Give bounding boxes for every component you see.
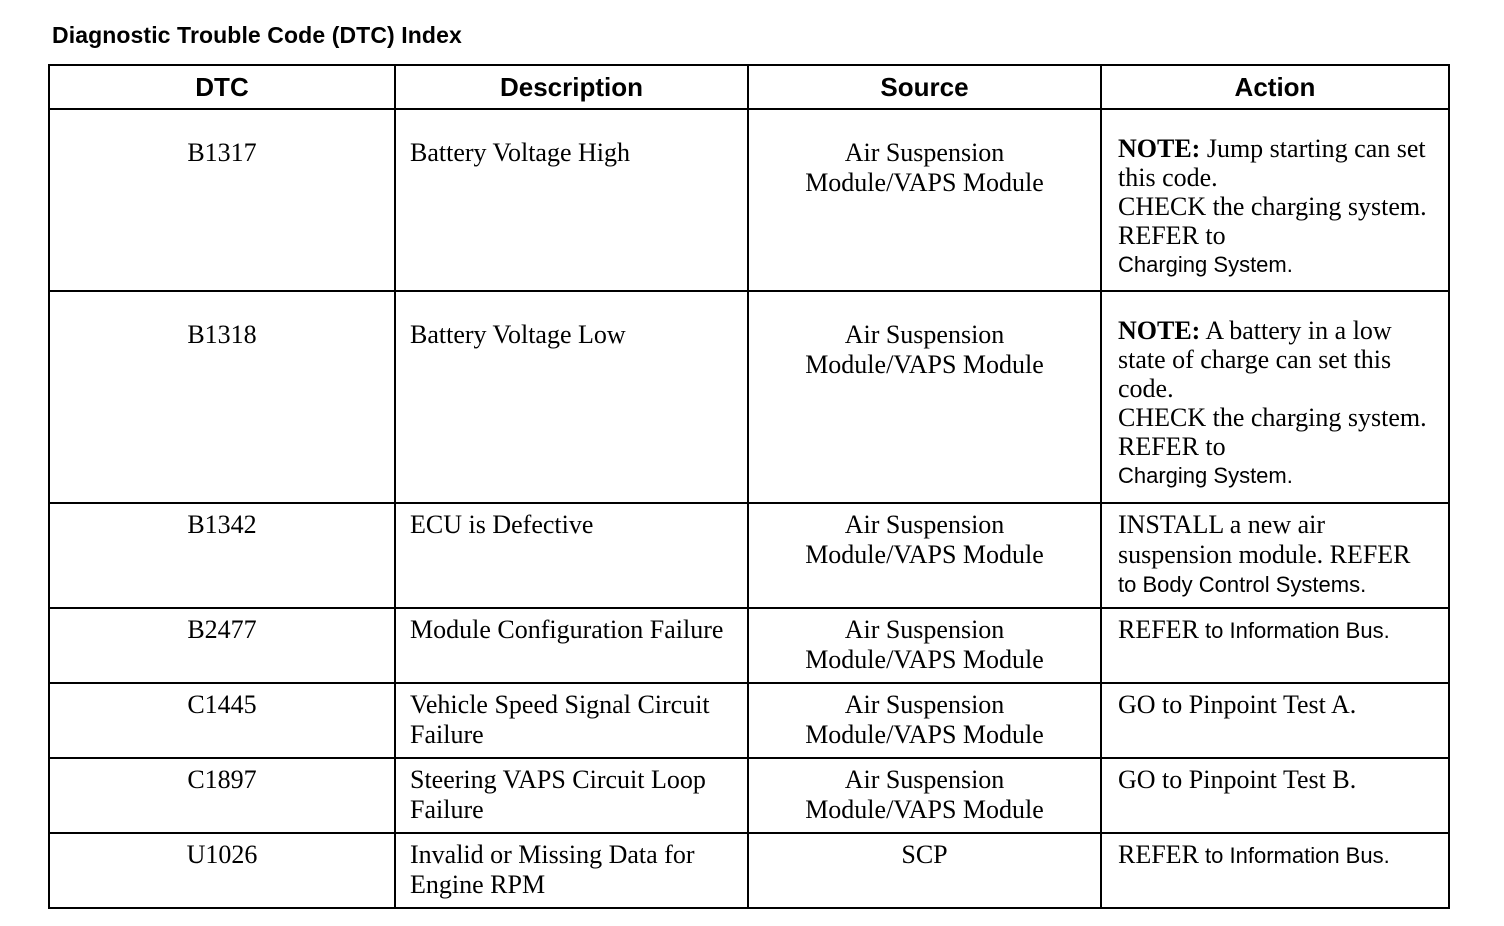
action-reference: to Body Control Systems. — [1118, 572, 1367, 597]
dtc-action — [1101, 833, 1449, 908]
source-line: Module/VAPS Module — [805, 168, 1044, 197]
action-text: REFER — [1118, 615, 1199, 644]
note-text: A battery in a low state of charge can set this code. — [1118, 316, 1392, 403]
dtc-code: B2477 — [49, 608, 395, 683]
dtc-description: Module Configuration Failure — [395, 608, 748, 683]
source-line: Air Suspension — [844, 138, 1005, 167]
dtc-action — [1101, 109, 1449, 291]
table-row — [49, 109, 1449, 291]
dtc-action — [1101, 291, 1449, 503]
page-title: Diagnostic Trouble Code (DTC) Index — [52, 22, 462, 48]
table-row — [49, 758, 1449, 833]
dtc-description: Battery Voltage High — [395, 109, 748, 291]
dtc-description: ECU is Defective — [395, 503, 748, 608]
dtc-source — [748, 833, 1101, 908]
header-action: Action — [1101, 65, 1449, 109]
dtc-source — [748, 109, 1101, 291]
action-reference: to Information Bus. — [1198, 843, 1390, 868]
table-row — [49, 503, 1449, 608]
dtc-code: B1342 — [49, 503, 395, 608]
dtc-action: GO to Pinpoint Test A. — [1101, 683, 1449, 758]
source-line: Air Suspension — [844, 765, 1005, 794]
action-text: CHECK the charging system. REFER to — [1118, 403, 1427, 461]
source-line: Module/VAPS Module — [805, 720, 1044, 749]
action-note — [1118, 316, 1444, 403]
dtc-description: Steering VAPS Circuit Loop Failure — [395, 758, 748, 833]
source-line: Module/VAPS Module — [805, 540, 1044, 569]
dtc-index-table — [48, 64, 1450, 909]
dtc-action — [1101, 608, 1449, 683]
dtc-source — [748, 758, 1101, 833]
header-description: Description — [395, 65, 748, 109]
note-label: NOTE: — [1118, 134, 1201, 163]
table-row — [49, 608, 1449, 683]
dtc-code: U1026 — [49, 833, 395, 908]
dtc-code: B1317 — [49, 109, 395, 291]
table-row — [49, 833, 1449, 908]
table-row — [49, 291, 1449, 503]
dtc-action: GO to Pinpoint Test B. — [1101, 758, 1449, 833]
dtc-description: Vehicle Speed Signal Circuit Failure — [395, 683, 748, 758]
action-note — [1118, 134, 1444, 192]
header-dtc: DTC — [49, 65, 395, 109]
header-source: Source — [748, 65, 1101, 109]
source-line: Module/VAPS Module — [805, 350, 1044, 379]
dtc-source — [748, 291, 1101, 503]
dtc-description: Battery Voltage Low — [395, 291, 748, 503]
source-line: Air Suspension — [844, 510, 1005, 539]
action-reference: to Information Bus. — [1198, 618, 1390, 643]
action-reference: Charging System. — [1118, 252, 1293, 277]
source-line: Air Suspension — [844, 615, 1005, 644]
source-line: Module/VAPS Module — [805, 795, 1044, 824]
note-label: NOTE: — [1118, 316, 1201, 345]
action-text: CHECK the charging system. REFER to — [1118, 192, 1427, 250]
dtc-action — [1101, 503, 1449, 608]
source-line: Air Suspension — [844, 690, 1005, 719]
action-reference: Charging System. — [1118, 463, 1293, 488]
dtc-source — [748, 503, 1101, 608]
source-line: Air Suspension — [844, 320, 1005, 349]
action-text: REFER — [1118, 840, 1199, 869]
table-header-row — [49, 65, 1449, 109]
dtc-source — [748, 608, 1101, 683]
dtc-description: Invalid or Missing Data for Engine RPM — [395, 833, 748, 908]
table-row — [49, 683, 1449, 758]
dtc-source — [748, 683, 1101, 758]
source-line: SCP — [901, 840, 948, 869]
dtc-code: C1445 — [49, 683, 395, 758]
note-text: Jump starting can set this code. — [1118, 134, 1426, 192]
action-text: INSTALL a new air suspension module. REFER — [1118, 510, 1411, 569]
dtc-code: B1318 — [49, 291, 395, 503]
source-line: Module/VAPS Module — [805, 645, 1044, 674]
dtc-code: C1897 — [49, 758, 395, 833]
